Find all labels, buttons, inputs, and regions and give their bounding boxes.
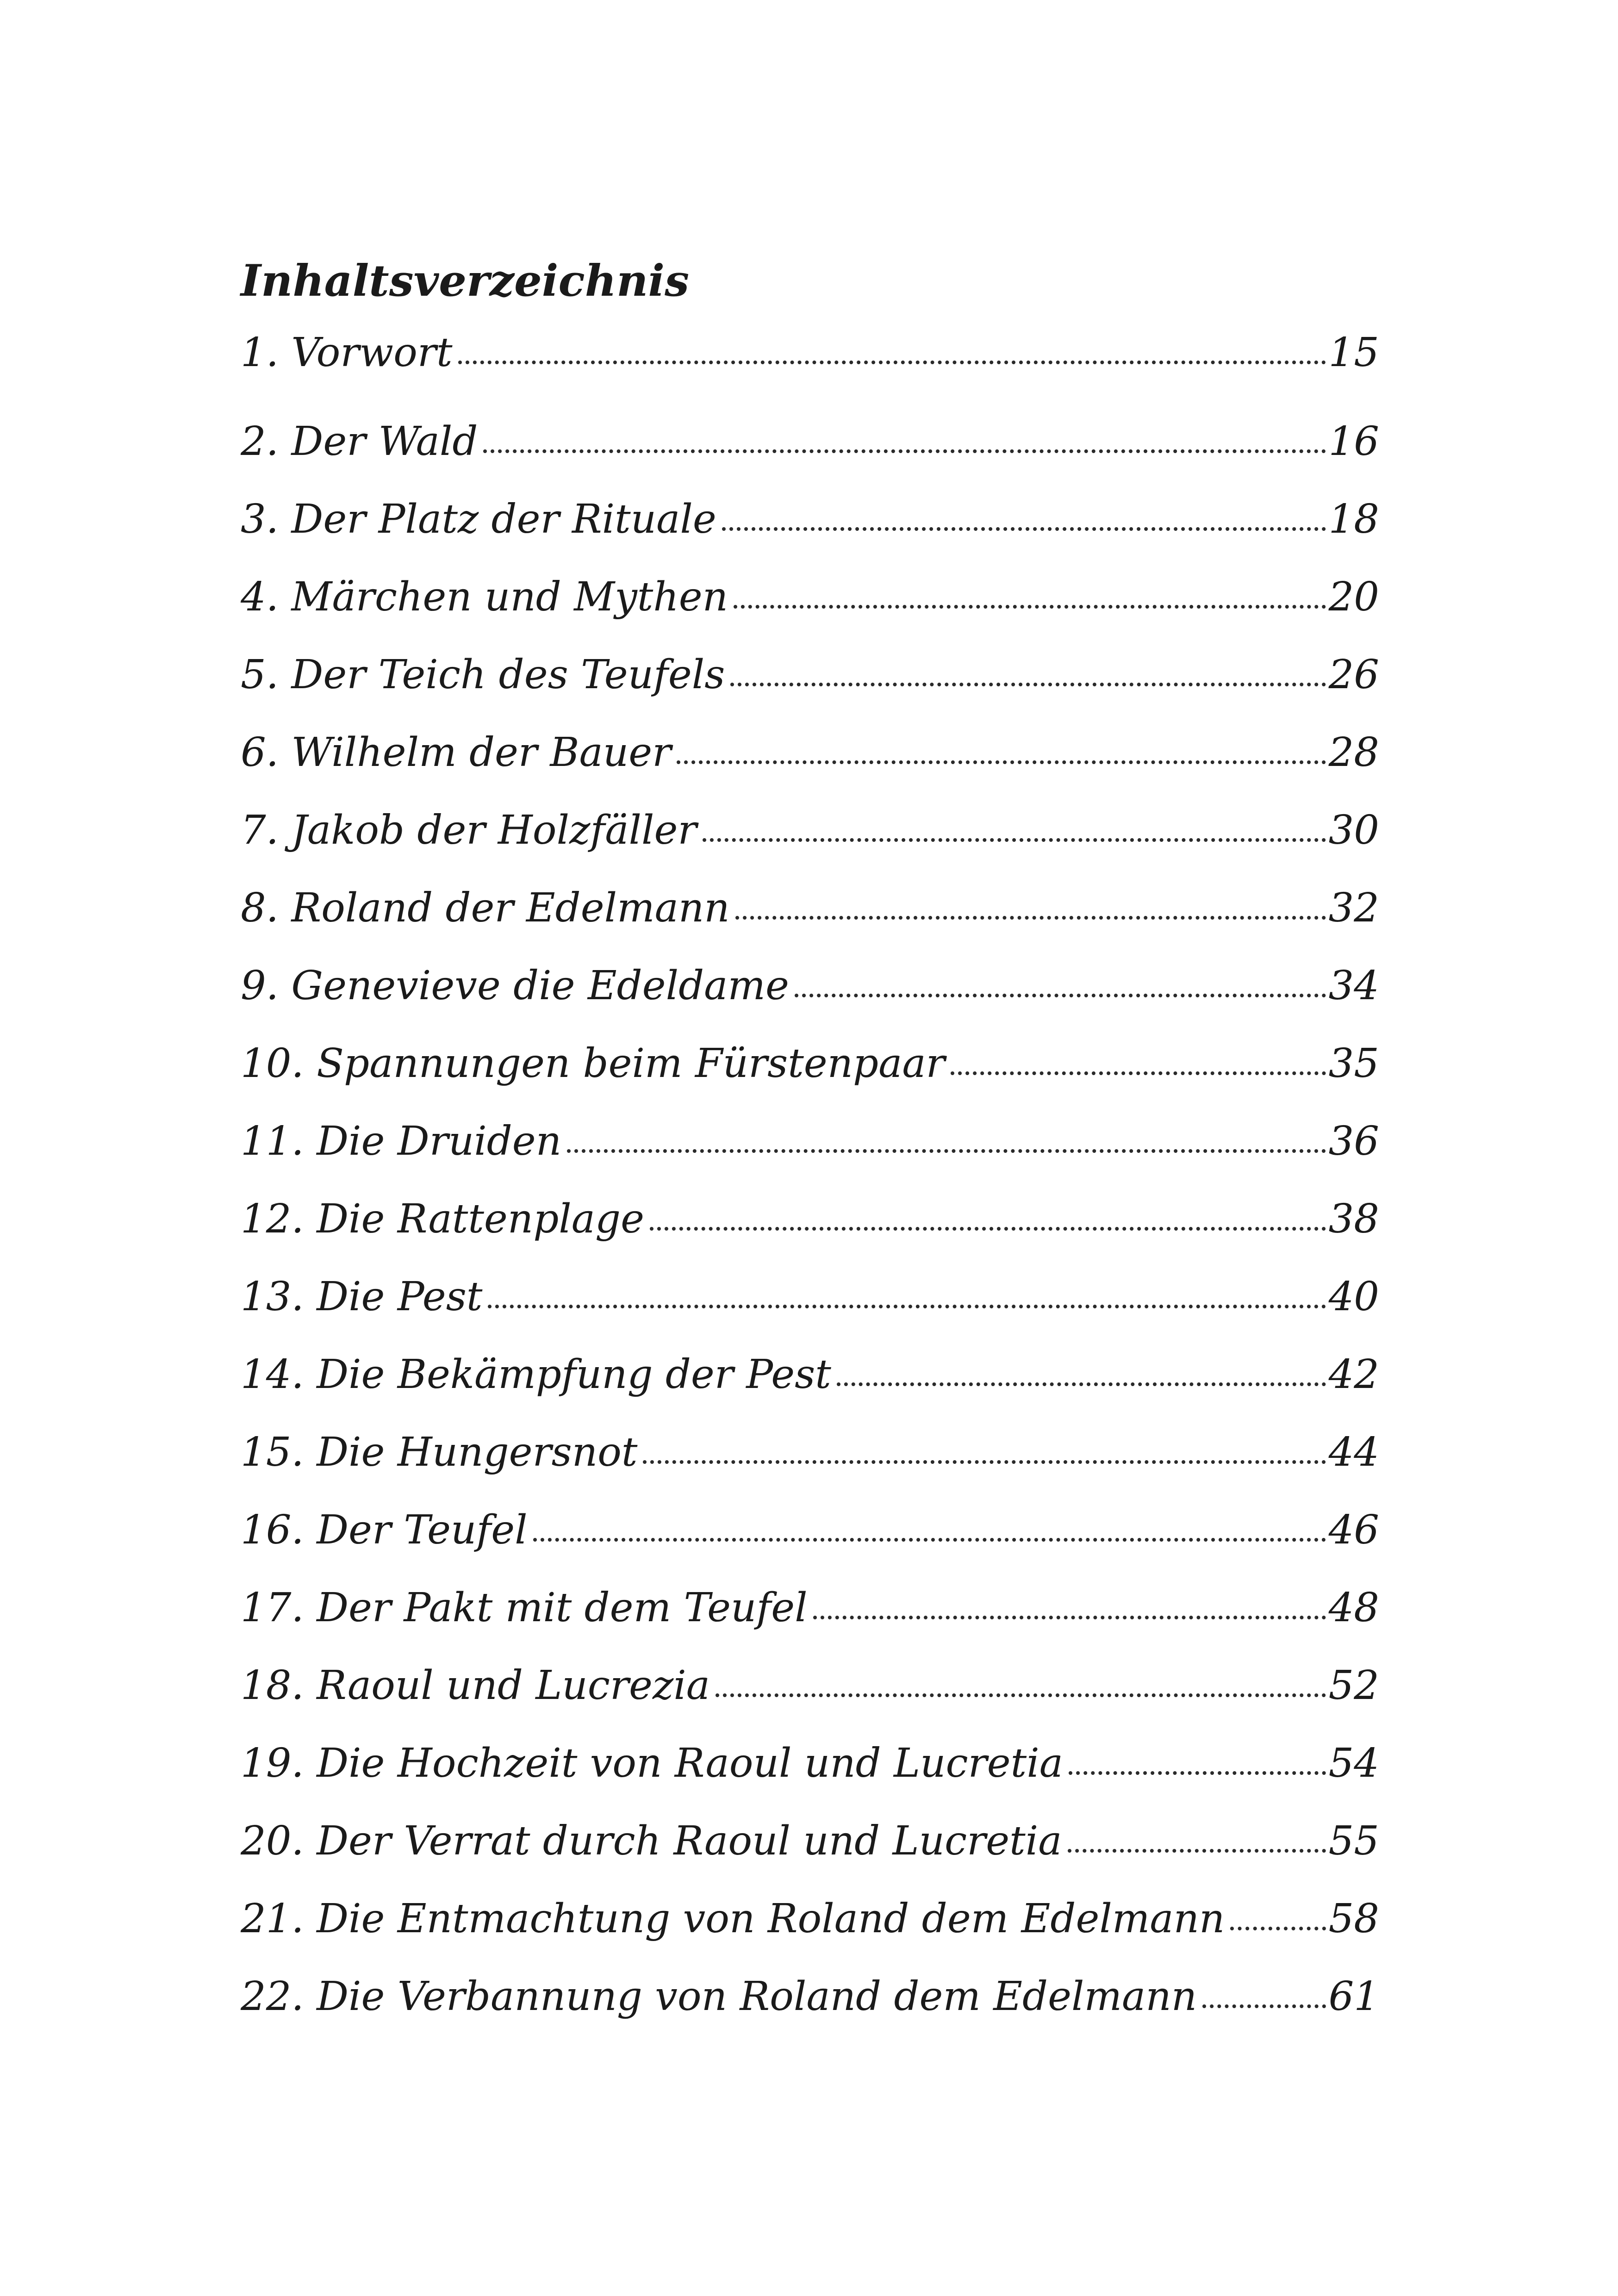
toc-entry[interactable] — [241, 714, 1379, 791]
toc-entry[interactable] — [241, 1102, 1379, 1180]
toc-entry-page-number: 32 — [1328, 885, 1379, 931]
toc-entry-label: 1. Vorwort — [241, 330, 453, 376]
toc-entry-page-number: 26 — [1328, 652, 1379, 698]
toc-entry[interactable] — [241, 1491, 1379, 1569]
dot-leader — [722, 522, 1326, 531]
toc-entry-label: 4. Märchen und Mythen — [241, 574, 728, 620]
toc-entry-label: 21. Die Entmachtung von Roland dem Edelmann — [241, 1896, 1225, 1942]
toc-entry-label: 3. Der Platz der Rituale — [241, 496, 716, 542]
toc-entry[interactable] — [241, 1802, 1379, 1880]
toc-entry-page-number: 40 — [1328, 1274, 1379, 1320]
dot-leader — [716, 1688, 1326, 1697]
toc-entry-label: 11. Die Druiden — [241, 1118, 562, 1164]
toc-entry-page-number: 44 — [1328, 1429, 1379, 1475]
dot-leader — [458, 355, 1326, 364]
toc-entry-label: 2. Der Wald — [241, 418, 478, 465]
dot-leader — [795, 988, 1326, 997]
dot-leader — [703, 833, 1326, 842]
toc-entry[interactable] — [241, 1180, 1379, 1258]
toc-entry-label: 17. Der Pakt mit dem Teufel — [241, 1585, 808, 1631]
toc-entry[interactable] — [241, 1025, 1379, 1102]
toc-entry-page-number: 30 — [1328, 807, 1379, 853]
toc-entry[interactable] — [241, 1880, 1379, 1958]
toc-entry-page-number: 54 — [1328, 1740, 1379, 1786]
toc-entry[interactable] — [241, 403, 1379, 480]
toc-entry[interactable] — [241, 1413, 1379, 1491]
toc-entry[interactable] — [241, 791, 1379, 869]
toc-entry-page-number: 16 — [1328, 418, 1379, 465]
dot-leader — [677, 755, 1326, 764]
toc-entry-label: 22. Die Verbannung von Roland dem Edelmann — [241, 1973, 1197, 2020]
toc-entry[interactable] — [241, 636, 1379, 714]
dot-leader — [735, 910, 1326, 920]
toc-title: Inhaltsverzeichnis — [241, 255, 690, 306]
toc-entry[interactable] — [241, 558, 1379, 636]
toc-entry-label: 10. Spannungen beim Fürstenpaar — [241, 1040, 945, 1087]
dot-leader — [837, 1377, 1326, 1386]
toc-entry-label: 12. Die Rattenplage — [241, 1196, 644, 1242]
toc-entry-label: 6. Wilhelm der Bauer — [241, 729, 672, 776]
toc-entry-page-number: 20 — [1328, 574, 1379, 620]
toc-entry[interactable] — [241, 325, 1379, 380]
dot-leader — [567, 1144, 1326, 1153]
toc-entry-page-number: 61 — [1328, 1973, 1379, 2020]
toc-entry-page-number: 15 — [1328, 330, 1379, 376]
toc-entry-page-number: 38 — [1328, 1196, 1379, 1242]
toc-entry-page-number: 58 — [1328, 1896, 1379, 1942]
toc-entry-label: 9. Genevieve die Edeldame — [241, 963, 789, 1009]
toc-entry-label: 7. Jakob der Holzfäller — [241, 807, 697, 853]
toc-entry[interactable] — [241, 1724, 1379, 1802]
dot-leader — [643, 1455, 1326, 1464]
toc-entry-page-number: 34 — [1328, 963, 1379, 1009]
dot-leader — [813, 1610, 1326, 1619]
table-of-contents — [241, 255, 1379, 2035]
toc-entry-label: 8. Roland der Edelmann — [241, 885, 730, 931]
dot-leader — [650, 1221, 1326, 1231]
toc-entry-label: 15. Die Hungersnot — [241, 1429, 638, 1475]
toc-entry-page-number: 55 — [1328, 1818, 1379, 1864]
toc-entry-label: 18. Raoul und Lucrezia — [241, 1662, 710, 1709]
toc-entry-label: 13. Die Pest — [241, 1274, 483, 1320]
toc-entry-page-number: 35 — [1328, 1040, 1379, 1087]
toc-entry[interactable] — [241, 1958, 1379, 2035]
dot-leader — [1069, 1766, 1326, 1775]
toc-entry-label: 19. Die Hochzeit von Raoul und Lucretia — [241, 1740, 1063, 1786]
dot-leader — [1068, 1843, 1326, 1853]
toc-entry-page-number: 52 — [1328, 1662, 1379, 1709]
dot-leader — [488, 1299, 1326, 1308]
toc-entry-page-number: 36 — [1328, 1118, 1379, 1164]
dot-leader — [533, 1532, 1326, 1542]
toc-entry[interactable] — [241, 1569, 1379, 1647]
toc-entry-label: 20. Der Verrat durch Raoul und Lucretia — [241, 1818, 1062, 1864]
dot-leader — [734, 599, 1326, 609]
toc-entry-label: 5. Der Teich des Teufels — [241, 652, 725, 698]
toc-entry-page-number: 46 — [1328, 1507, 1379, 1553]
dot-leader — [1230, 1921, 1326, 1930]
toc-entry-label: 16. Der Teufel — [241, 1507, 528, 1553]
dot-leader — [483, 444, 1326, 453]
toc-entry-page-number: 18 — [1328, 496, 1379, 542]
toc-entry[interactable] — [241, 480, 1379, 558]
toc-entry-page-number: 42 — [1328, 1351, 1379, 1398]
toc-entry[interactable] — [241, 869, 1379, 947]
toc-entry-page-number: 48 — [1328, 1585, 1379, 1631]
toc-entry-list — [241, 325, 1379, 2035]
dot-leader — [1202, 1999, 1326, 2008]
toc-entry[interactable] — [241, 1647, 1379, 1724]
toc-entry[interactable] — [241, 947, 1379, 1025]
toc-entry-page-number: 28 — [1328, 729, 1379, 776]
toc-entry[interactable] — [241, 1336, 1379, 1413]
toc-entry[interactable] — [241, 1258, 1379, 1336]
dot-leader — [730, 677, 1326, 686]
dot-leader — [951, 1066, 1326, 1075]
toc-entry-label: 14. Die Bekämpfung der Pest — [241, 1351, 831, 1398]
